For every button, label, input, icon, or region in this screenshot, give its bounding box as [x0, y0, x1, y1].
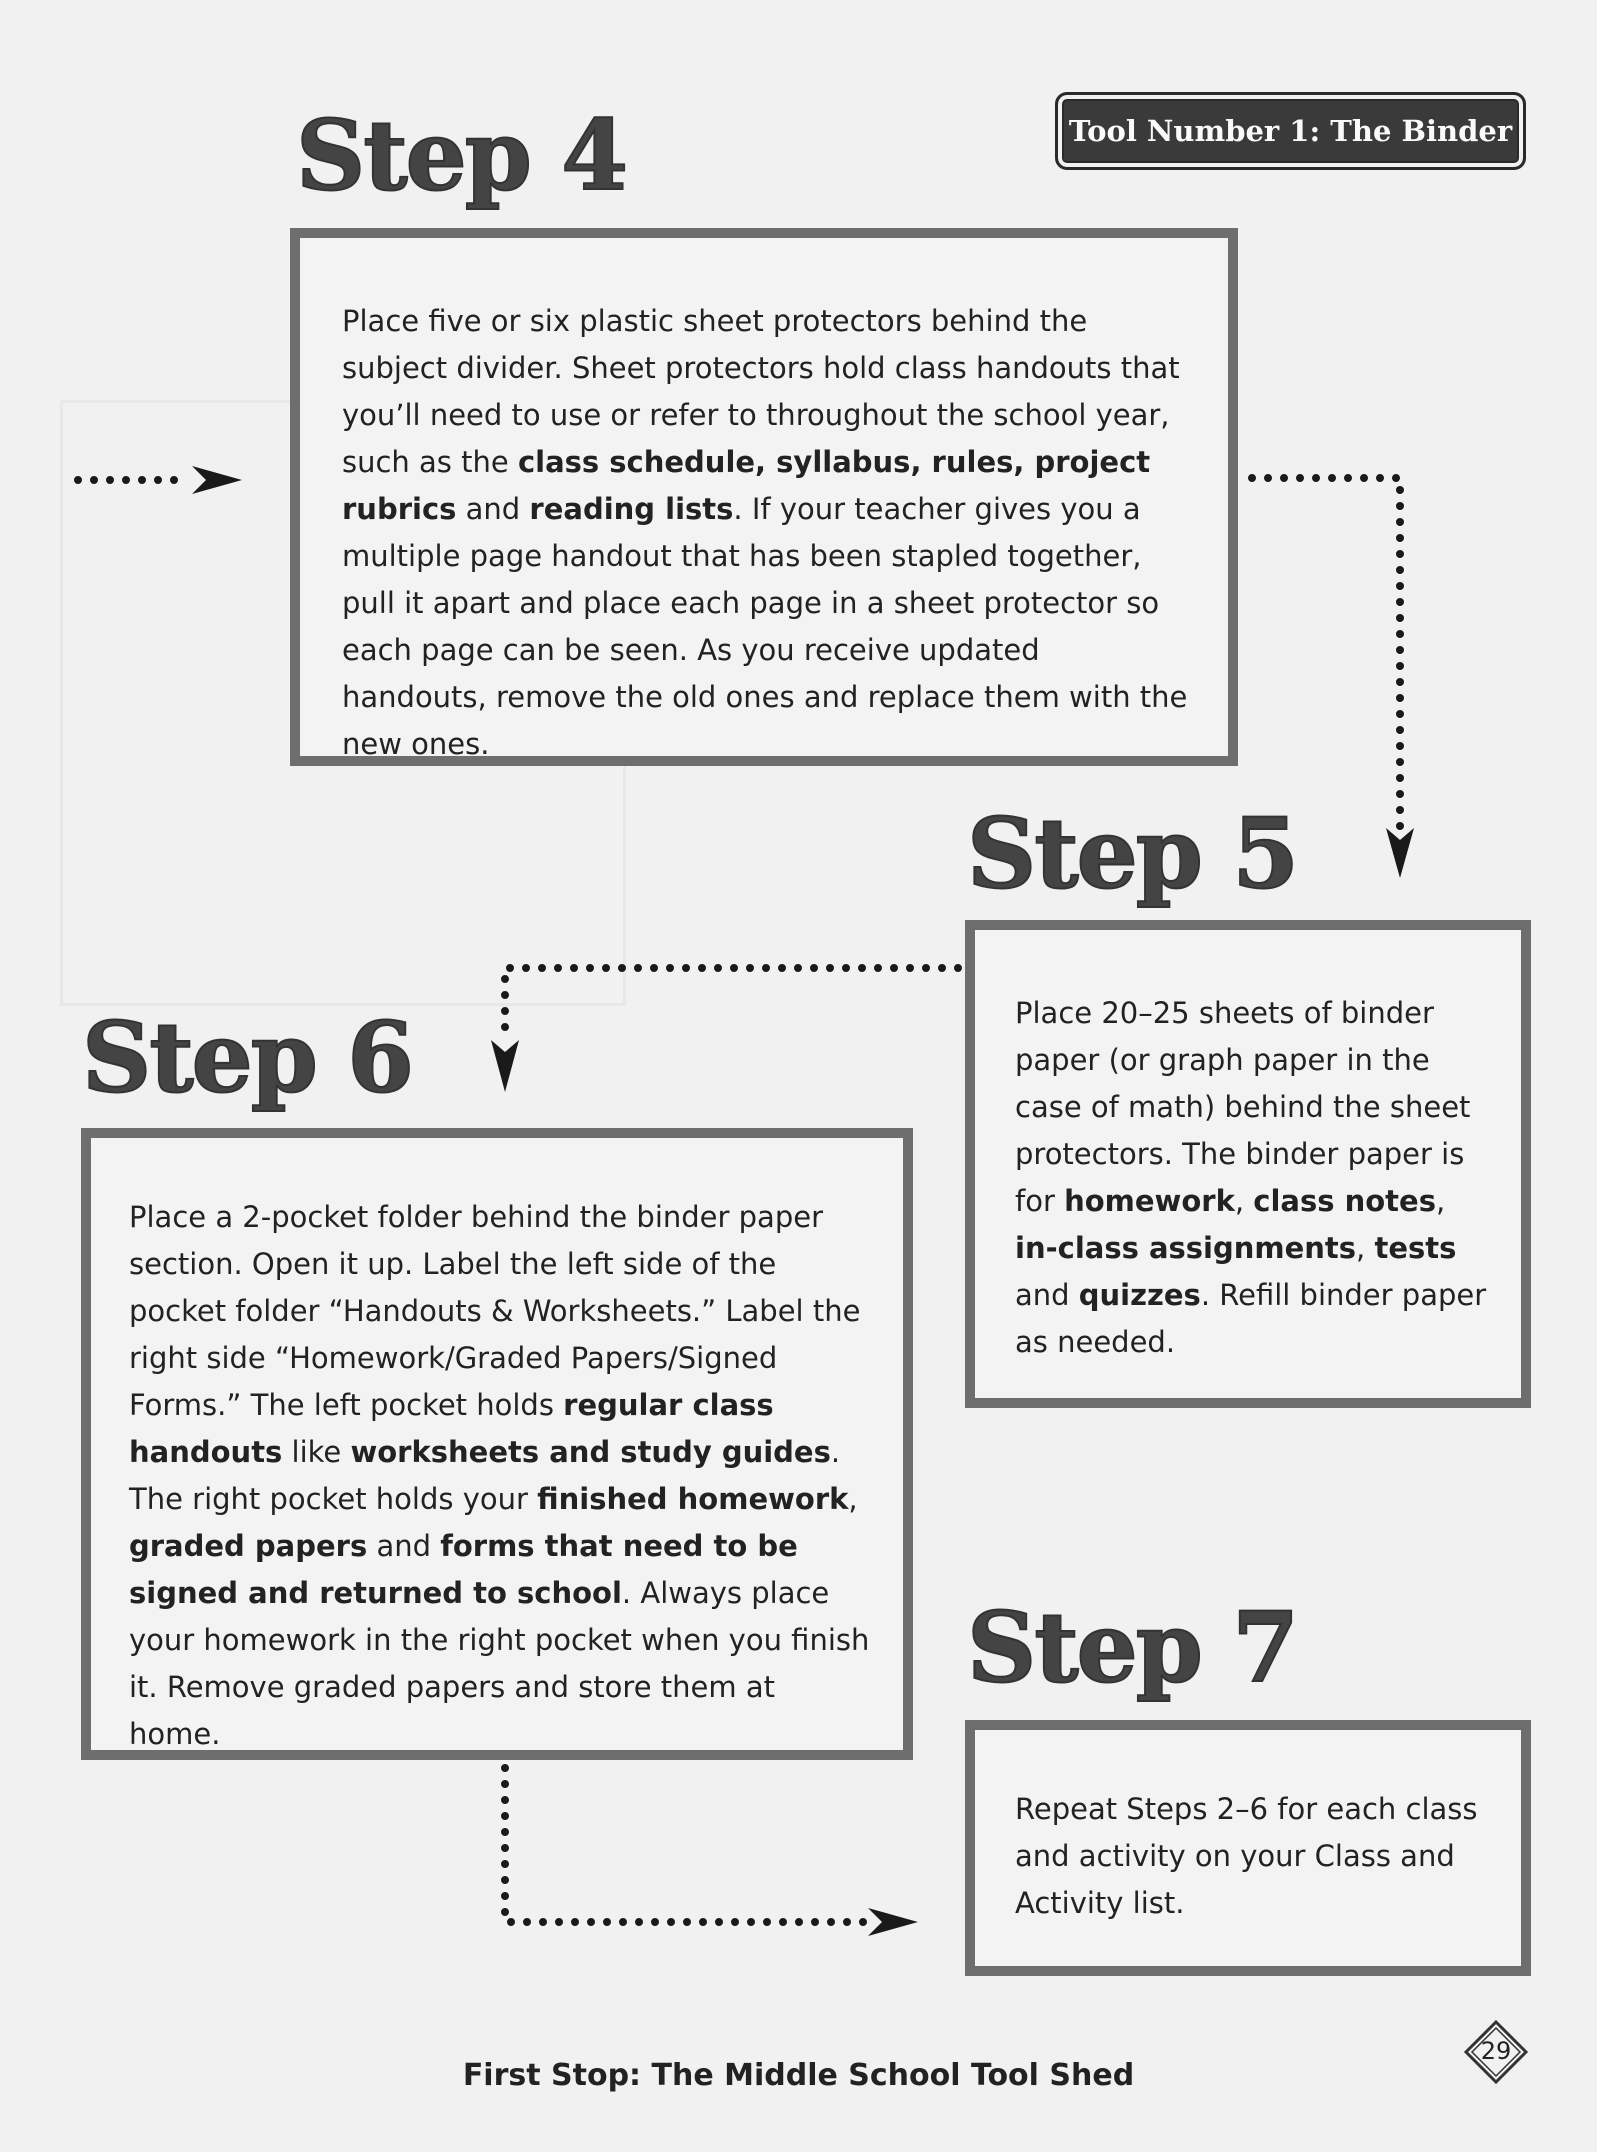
footer-title: First Stop: The Middle School Tool Shed — [462, 2058, 1135, 2093]
step-5-text: Place 20–25 sheets of binder paper (or graph paper in the case of math) behind the sheet protectors. The binder paper is for homework, class notes, in-class assignments, tests and quizzes. Refill binder paper as needed. — [1015, 996, 1487, 1359]
arrowhead-down-icon — [1386, 828, 1414, 878]
step-4-title: Step 4 — [296, 99, 627, 212]
page-number-badge — [1462, 2018, 1530, 2086]
dotted-line-step-6-to-7 — [505, 1768, 870, 1922]
arrowhead-down-icon — [491, 1040, 519, 1092]
arrowhead-right-icon — [192, 466, 242, 494]
step-6-text: Place a 2-pocket folder behind the binder paper section. Open it up. Label the left side of the pocket folder “Handouts & Worksheets.” Label the right side “Homework/Graded Papers/Signed Forms.” The left pocket holds regular class handouts like worksheets and study guides. The right pocket holds your finished homework, graded papers and forms that need to be signed and returned to school. Always place your homework in the right pocket when you finish it. Remove graded papers and store them at home. — [129, 1200, 870, 1751]
step-5-title: Step 5 — [967, 797, 1298, 910]
tool-badge-label: Tool Number 1: The Binder — [1068, 114, 1513, 148]
step-7-text: Repeat Steps 2–6 for each class and activity on your Class and Activity list. — [1015, 1792, 1478, 1920]
dotted-line-step-4-to-5 — [1252, 478, 1400, 830]
step-6-title: Step 6 — [82, 1001, 413, 1114]
page-number: 29 — [1480, 2037, 1512, 2065]
arrowhead-right-icon — [868, 1908, 918, 1936]
dotted-line-step-5-to-6 — [505, 968, 958, 1040]
step-4-text: Place five or six plastic sheet protectors behind the subject divider. Sheet protectors hold class handouts that you’ll need to use or refer to throughout the school year, such as the class schedule, syllabus, rules, project rubrics and reading lists. If your teacher gives you a multiple page handout that has been stapled together, pull it apart and place each page in a sheet protector so each page can be seen. As you receive updated handouts, remove the old ones and replace them with the new ones. — [342, 304, 1188, 761]
step-7-title: Step 7 — [967, 1591, 1298, 1704]
